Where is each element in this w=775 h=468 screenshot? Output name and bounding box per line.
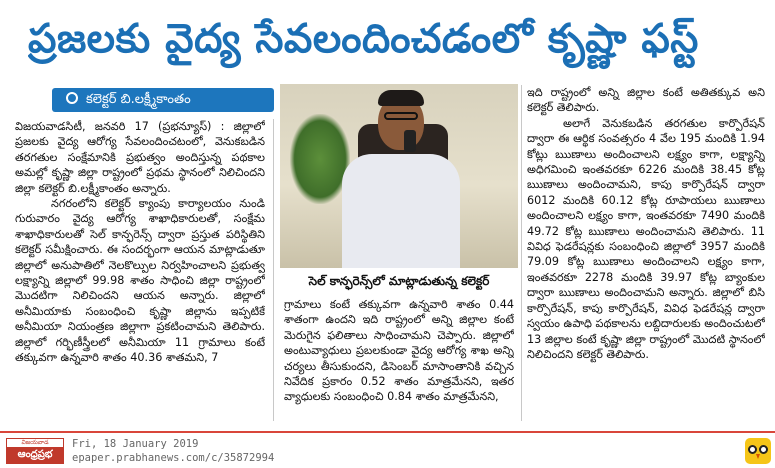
photo-person-body [342, 154, 460, 268]
headline: ప్రజలకు వైద్య సేవలందించడంలో కృష్ణా ఫస్ట్ [28, 16, 699, 62]
byline-text: కలెక్టర్ బి.లక్ష్మీకాంతం [86, 92, 191, 107]
photo-person-glasses [384, 112, 418, 120]
photo-person-hair [378, 90, 424, 106]
article-paragraph: ఇది రాష్ట్రంలో అన్ని జిల్లాల కంటే అతితక్కువ అని కలెక్టర్ తెలిపారు. [527, 86, 765, 115]
edition-date: Fri, 18 January 2019 [72, 438, 199, 450]
article-column-1 [15, 119, 265, 419]
owl-icon [745, 438, 771, 464]
article-photo [280, 84, 518, 268]
bullet-circle-icon [66, 92, 78, 104]
footer-rule [0, 431, 775, 433]
article-paragraph: విజయవాడసిటీ, జనవరి 17 (ప్రభన్యూస్) : జిల్లాలో ప్రజలకు వైద్య ఆరోగ్య సేవలందించటంలో, వెనుకబడిన తరగతుల సంక్షేమానికి ప్రభుత్వం అందిస్తున్న పథకాల అమల్లో కృష్ణా జిల్లా రాష్ట్రంలో ప్రథమ స్థానంలో నిలిచిందని జిల్లా కలెక్టర్ బి.లక్ష్మీకాంతం అన్నారు. [15, 120, 265, 195]
article-column-3 [527, 85, 765, 421]
photo-caption: సెల్ కాన్ఫరెన్స్‌లో మాట్లాడుతున్న కలెక్టర్ [308, 274, 490, 288]
photo-plant [290, 114, 350, 204]
article-column-2 [284, 297, 514, 421]
byline [52, 88, 274, 112]
column-divider [273, 119, 274, 421]
column-divider [521, 85, 522, 421]
article-paragraph: గ్రామాలు కంటే తక్కువగా ఉన్నవారి శాతం 0.44 శాతంగా ఉందని ఇది రాష్ట్రంలో అన్ని జిల్లాల కంటే మెరుగైన ఫలితాలు సాధించామని చెప్పారు. జిల్లాలో అంటువ్యాధులు ప్రబలకుండా వైద్య ఆరోగ్య శాఖ అన్ని చర్యలు తీసుకుందని, డిసెంబర్ మాసాంతానికి వచ్చిన నివేదిక ప్రకారం 0.52 శాతం మాత్రమేనని, ఇతర వ్యాధులకు సంబంధించి 0.84 శాతం మాత్రమేనని, [284, 298, 514, 404]
article-paragraph: అలాగే వెనుకబడిన తరగతుల కార్పొరేషన్ ద్వారా ఈ ఆర్థిక సంవత్సరం 4 వేల 195 మందికి 1.94 కోట్లు ఋణాలు అందించాలని లక్ష్యం కాగా, లక్ష్యాన్ని అధిగమించి ఇంతవరకూ 6226 మందికి 38.45 కోట్ల ఋణాలు అందించామని, కాపు కార్పొరేషన్ ద్వారా 6012 మందికి 60.12 కోట్ల రూపాయలు ఋణాలు అందించాలని లక్ష్యం కాగా, ఇంతవరకూ 7490 మందికి 49.72 కోట్ల ఋణాలు అందించామని తెలిపారు. 11 వివిధ ఫెడరేషన్లకు సంబంధించి జిల్లాలో 3957 మందికి 79.09 కోట్ల ఋణాలు అందించాలని లక్ష్యం కాగా, ఇంతవరకూ 2278 మందికి 39.97 కోట్ల బ్యాంకుల ద్వారా ఋణాలు అందించామని అన్నారు. జిల్లాలో బిసి కార్పొరేషన్, కాపు కార్పొరేషన్, వివిధ ఫెడరేషన్ల ద్వారా స్వయం ఉపాధి పథకాలను లబ్దిదారులకు అందించుటలో 13 జిల్లాల కంటే కృష్ణా జిల్లా రాష్ట్రంలో మొదటి స్థానంలో నిలిచిందని కలెక్టర్ తెలిపారు. [527, 116, 765, 361]
article-paragraph: నగరంలోని కలెక్టర్ క్యాంపు కార్యాలయం నుండి గురువారం వైద్య ఆరోగ్య శాఖాధికారులతో, సంక్షేమ శాఖాధికారులతో సెల్ కాన్ఫరెన్స్ ద్వారా ప్రస్తుత పరిస్థితిని కలెక్టర్ సమీక్షించారు. ఈ సందర్భంగా ఆయన మాట్లాడుతూ జిల్లాలో అనుపాతిలో నెలకొల్పుల నిర్వహించాలని ప్రభుత్వ లక్ష్యాన్ని జిల్లాలో 99.98 శాతం సాధించి జిల్లా రాష్ట్రంలో మొదటిగా నిలిచిందని ఆయన అన్నారు. జిల్లాలో అనీమియాకు సంబంధించి కృష్ణా జిల్లాను ఇప్పటికే అనీమియా నియంత్రణ జిల్లాగా ప్రకటించామని తెలిపారు. జిల్లాలో గర్భిణీస్త్రీలలో అనీమియా 11 గ్రామాలు కంటే తక్కువగా ఉన్నవారి శాతం 40.36 శాతమని, 7 [15, 197, 265, 365]
photo-phone [404, 130, 416, 152]
logo-edition: విజయవాడ [21, 439, 49, 446]
epaper-url[interactable]: epaper.prabhanews.com/c/35872994 [72, 452, 275, 464]
newspaper-logo [6, 438, 64, 464]
logo-name: ఆంధ్రప్రభ [7, 447, 63, 463]
